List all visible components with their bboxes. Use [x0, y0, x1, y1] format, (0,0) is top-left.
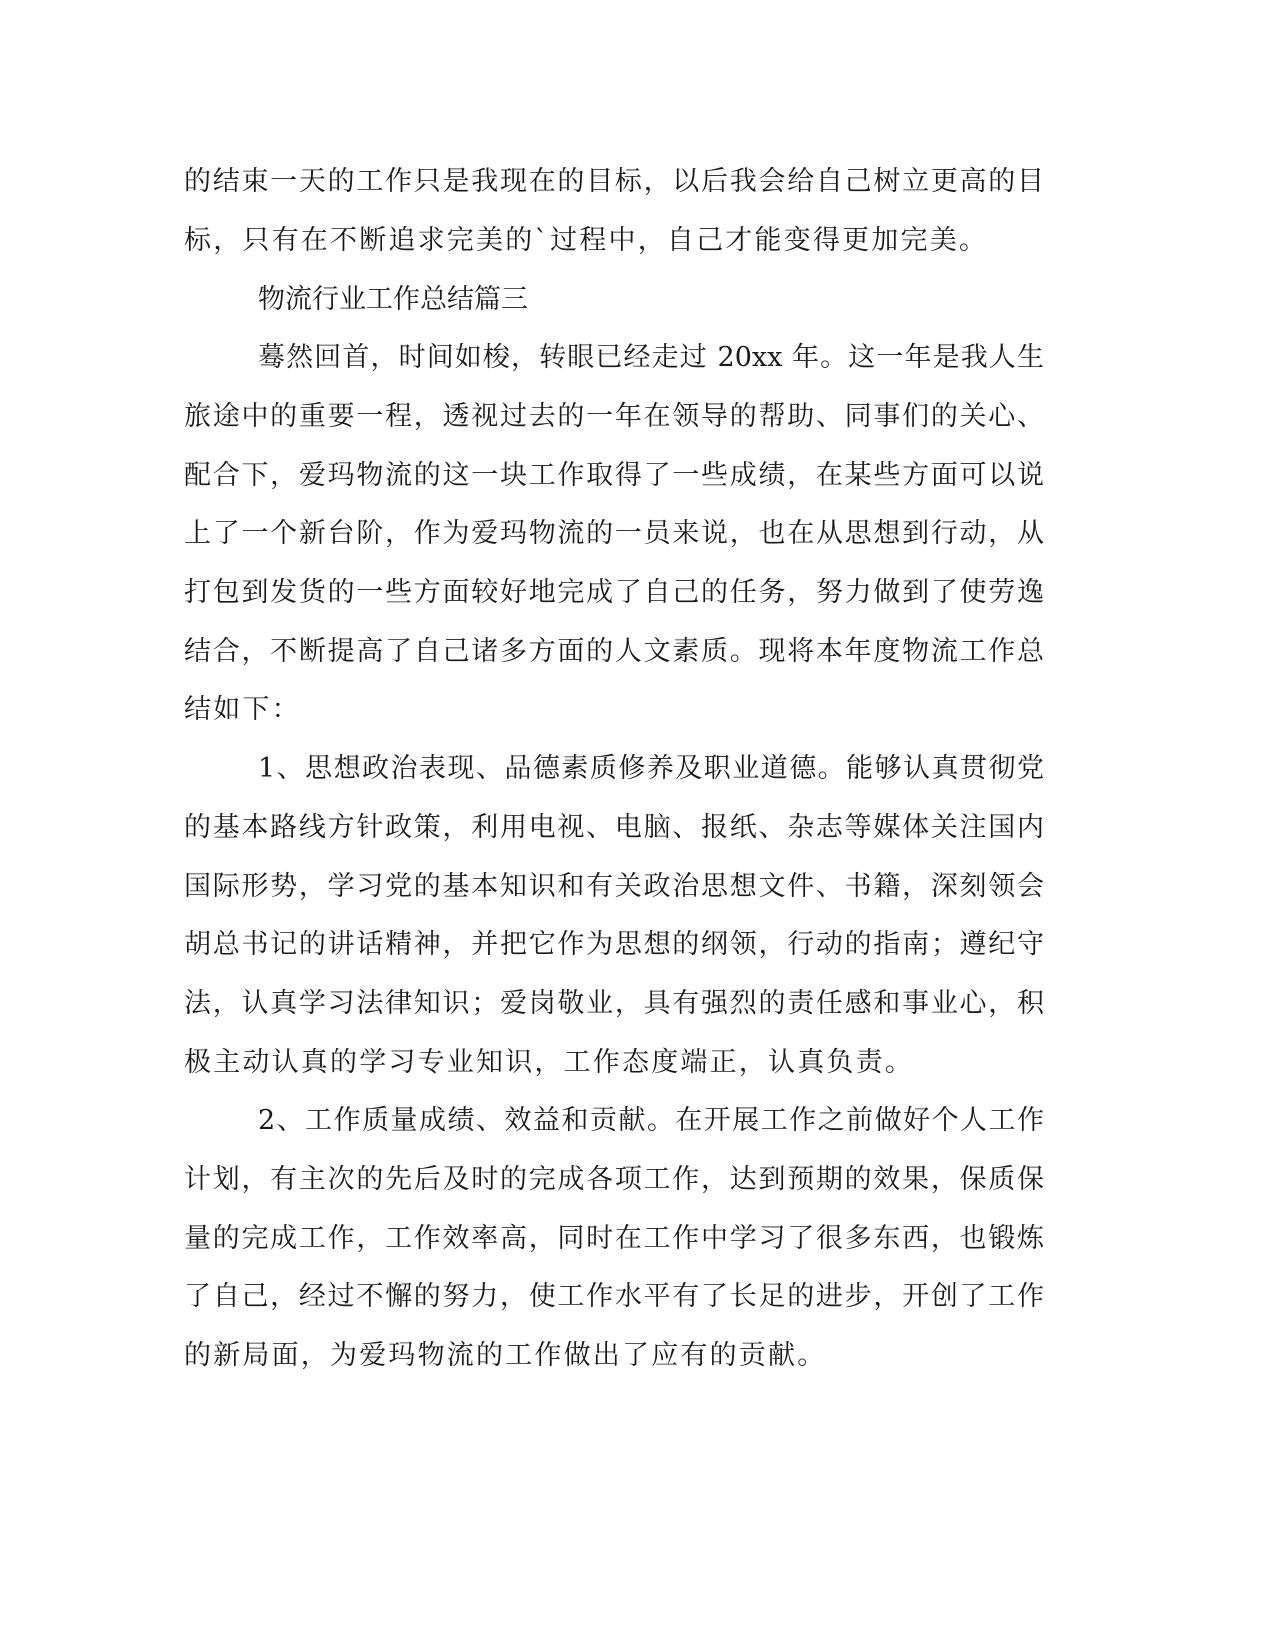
text-line: 打包到发货的一些方面较好地完成了自己的任务，努力做到了使劳逸	[184, 577, 1044, 608]
text-line: 的结束一天的工作只是我现在的目标，以后我会给自己树立更高的目	[184, 166, 1044, 197]
section-heading: 物流行业工作总结篇三	[258, 284, 528, 315]
text-line: 1、思想政治表现、品德素质修养及职业道德。能够认真贯彻党	[258, 753, 1044, 784]
text-line: 的基本路线方针政策，利用电视、电脑、报纸、杂志等媒体关注国内	[184, 812, 1044, 843]
text-line: 了自己，经过不懈的努力，使工作水平有了长足的进步，开创了工作	[184, 1281, 1044, 1312]
text-line: 上了一个新台阶，作为爱玛物流的一员来说，也在从思想到行动，从	[184, 518, 1044, 549]
text-line: 结如下：	[184, 694, 301, 725]
text-line: 蓦然回首，时间如梭，转眼已经走过 20xx 年。这一年是我人生	[258, 342, 1044, 373]
text-line: 的新局面，为爱玛物流的工作做出了应有的贡献。	[184, 1340, 827, 1371]
text-line: 极主动认真的学习专业知识，工作态度端正，认真负责。	[184, 1047, 914, 1078]
text-line: 配合下，爱玛物流的这一块工作取得了一些成绩，在某些方面可以说	[184, 460, 1044, 491]
text-line: 结合，不断提高了自己诸多方面的人文素质。现将本年度物流工作总	[184, 636, 1044, 667]
text-line: 旅途中的重要一程，透视过去的一年在领导的帮助、同事们的关心、	[184, 401, 1044, 432]
text-line: 量的完成工作，工作效率高，同时在工作中学习了很多东西，也锻炼	[184, 1223, 1044, 1254]
text-line: 标，只有在不断追求完美的`过程中，自己才能变得更加完美。	[184, 225, 989, 256]
text-line: 计划，有主次的先后及时的完成各项工作，达到预期的效果，保质保	[184, 1164, 1044, 1195]
text-line: 胡总书记的讲话精神，并把它作为思想的纲领，行动的指南；遵纪守	[184, 929, 1044, 960]
text-line: 法，认真学习法律知识；爱岗敬业，具有强烈的责任感和事业心，积	[184, 988, 1044, 1019]
text-line: 2、工作质量成绩、效益和贡献。在开展工作之前做好个人工作	[258, 1105, 1044, 1136]
text-line: 国际形势，学习党的基本知识和有关政治思想文件、书籍，深刻领会	[184, 871, 1044, 902]
